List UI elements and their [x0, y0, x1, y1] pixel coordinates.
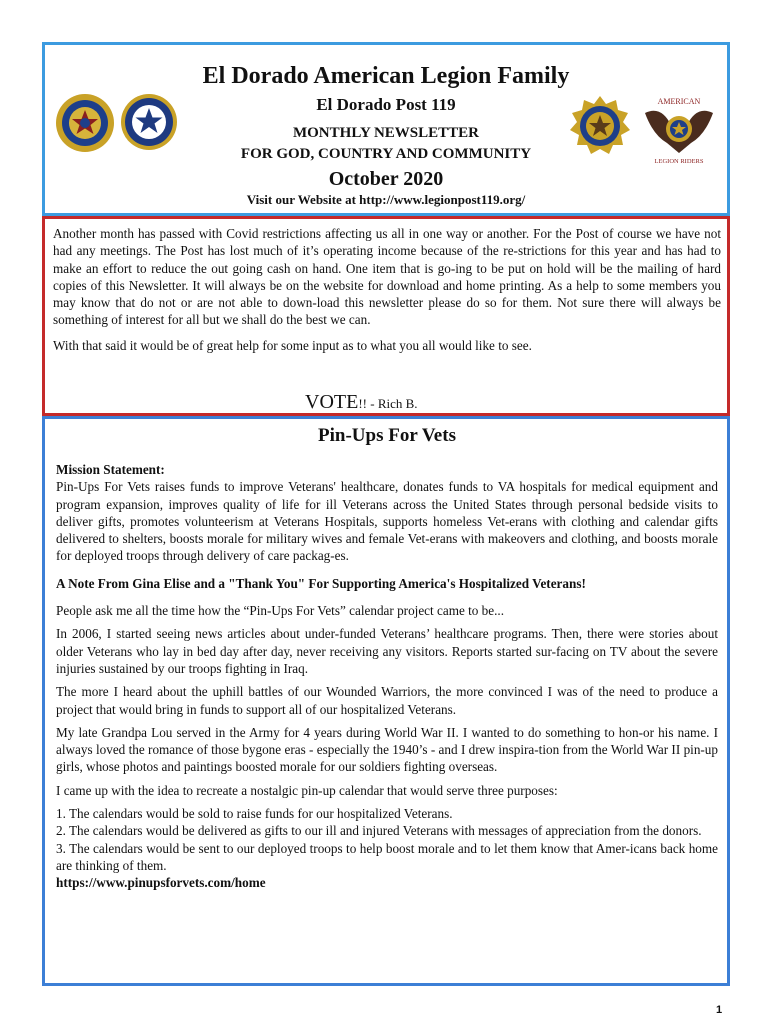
article-paragraph-2: In 2006, I started seeing news articles about under-funded Veterans’ healthcare programs. Then, there were stories about older Veterans who lay in bed day after day, never receiving any visitors. Reports started sur-facing on TV about the severe injuries sustained by our troops fighting in Iraq.: [56, 626, 718, 676]
vote-signature: [305, 391, 418, 414]
mission-text: Pin-Ups For Vets raises funds to improve Veterans' healthcare, donates funds to VA hospitals for medical equipment and program expansion, improves quality of life for ill Veterans across the United States through personal bedside visits to deliver gifts, promotes volunteerism at Veterans Hospitals, supports homeless Vet-erans with clothing and calendar gifts delivered to shelters, boosts morale for military wives and female Vet-erans with makeovers and clothing, and boosts morale for deployed troops through delivery of care packag-es.: [56, 479, 718, 564]
website-line: Visit our Website at http://www.legionpost119.org/: [246, 192, 526, 207]
legion-riders-emblem-icon: [641, 95, 717, 167]
motto: FOR GOD, COUNTRY AND COMMUNITY: [240, 146, 532, 162]
list-item: 2. The calendars would be delivered as gifts to our ill and injured Veterans with messages of appreciation from the donors.: [56, 823, 702, 839]
article-paragraph-3: The more I heard about the uphill battles of our Wounded Warriors, the more convinced I was of the need to produce a project that would bring in funds to support all of our hospitalized Veterans.: [56, 684, 718, 717]
auxiliary-emblem-icon: [120, 93, 178, 151]
signature: !! - Rich B.: [358, 396, 418, 411]
vote-word: VOTE: [305, 391, 359, 413]
list-item: 3. The calendars would be sent to our deployed troops to help boost morale and to let them know that Amer-icans back home are thinking of them.: [56, 840, 718, 873]
sons-legion-emblem-icon: [569, 95, 631, 157]
riders-top-text: AMERICAN: [657, 97, 701, 106]
article-paragraph-5: I came up with the idea to recreate a nostalgic pin-up calendar that would serve three purposes:: [56, 782, 558, 798]
post-name: El Dorado Post 119: [316, 95, 456, 114]
newsletter-header: [42, 42, 730, 216]
intro-paragraph-2: With that said it would be of great help for some input as to what you all would like to see.: [53, 337, 532, 353]
pinups-article: [42, 416, 730, 986]
riders-bottom-text: LEGION RIDERS: [654, 158, 704, 165]
intro-section: [42, 216, 730, 416]
article-paragraph-4: My late Grandpa Lou served in the Army for 4 years during World War II. I wanted to do something to hon-or his name. I always loved the romance of those bygone eras - especially the 1940’s - and I drew inspira-tion from the World War II pin-up girls, whose photos and paintings boosted morale for our soldiers fighting overseas.: [56, 724, 718, 775]
legion-emblem-icon: [55, 93, 115, 153]
article-title: Pin-Ups For Vets: [318, 425, 456, 446]
list-item: 1. The calendars would be sold to raise funds for our hospitalized Veterans.: [56, 806, 453, 822]
note-heading: A Note From Gina Elise and a "Thank You" For Supporting America's Hospitalized Veterans!: [56, 575, 586, 591]
page-number: 1: [716, 1004, 723, 1016]
mission-label: Mission Statement:: [56, 462, 165, 477]
newsletter-title: El Dorado American Legion Family: [202, 63, 570, 89]
pinups-link[interactable]: https://www.pinupsforvets.com/home: [56, 875, 266, 891]
intro-paragraph-1: Another month has passed with Covid restrictions affecting us all in one way or another. For the Post of course we have not had any meetings. The Post has lost much of it’s operating income because of the re-strictions for this year and has had to make an effort to reduce the out going cash on hand. One item that is go-ing to be put on hold will be the mailing of hard copies of this Newsletter. It will always be on the website for download and home printing. As a help to some members you may know that do not or are not able to down-load this newsletter please do so for them. Not sure there will always be something of interest for all but we shall do the best we can.: [53, 226, 721, 328]
newsletter-label: MONTHLY NEWSLETTER: [292, 125, 480, 141]
issue-month: October 2020: [328, 168, 444, 190]
article-paragraph-1: People ask me all the time how the “Pin-Ups For Vets” calendar project came to be...: [56, 603, 504, 619]
